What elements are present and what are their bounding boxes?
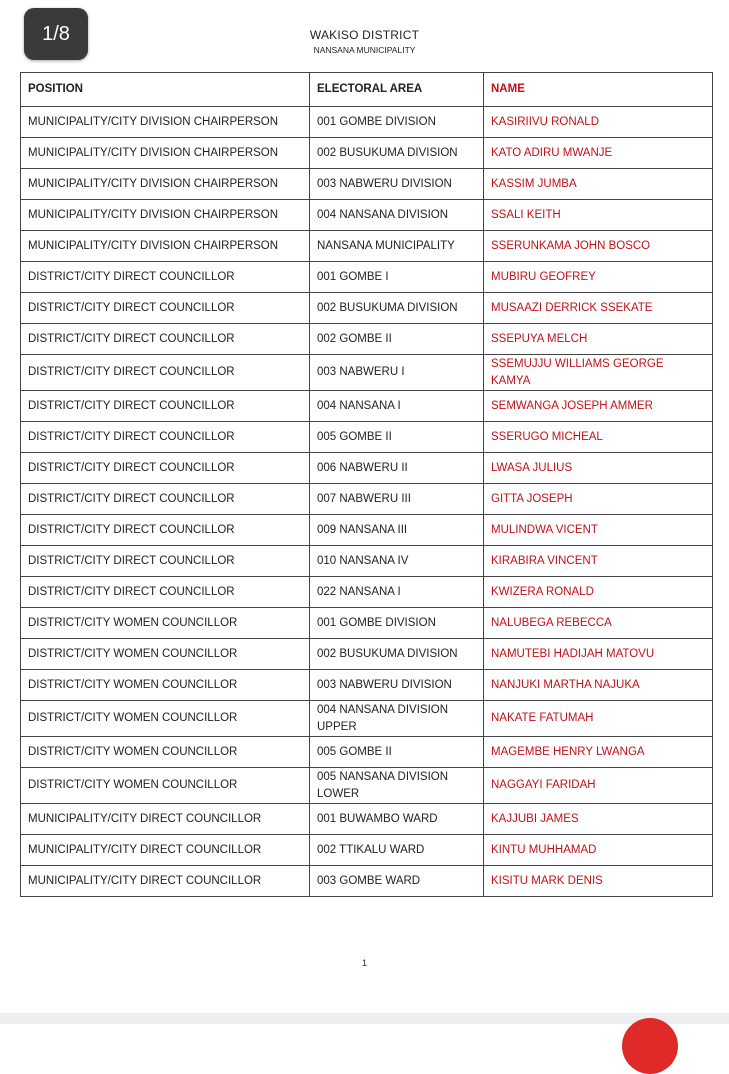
name-cell: MAGEMBE HENRY LWANGA	[484, 737, 713, 768]
name-cell: KISITU MARK DENIS	[484, 866, 713, 897]
position-cell: DISTRICT/CITY WOMEN COUNCILLOR	[21, 737, 310, 768]
name-cell: LWASA JULIUS	[484, 453, 713, 484]
table-row	[21, 107, 713, 138]
name-cell: NAKATE FATUMAH	[484, 701, 713, 737]
position-cell: MUNICIPALITY/CITY DIVISION CHAIRPERSON	[21, 169, 310, 200]
position-cell: DISTRICT/CITY DIRECT COUNCILLOR	[21, 355, 310, 391]
electoral-area-cell: 005 NANSANA DIVISION LOWER	[310, 768, 484, 804]
name-cell: KATO ADIRU MWANJE	[484, 138, 713, 169]
position-cell: MUNICIPALITY/CITY DIVISION CHAIRPERSON	[21, 138, 310, 169]
position-cell: DISTRICT/CITY DIRECT COUNCILLOR	[21, 515, 310, 546]
electoral-area-cell: 010 NANSANA IV	[310, 546, 484, 577]
municipality-subtitle: NANSANA MUNICIPALITY	[313, 45, 416, 55]
position-column-header: POSITION	[21, 73, 310, 107]
position-cell: DISTRICT/CITY DIRECT COUNCILLOR	[21, 546, 310, 577]
table-row	[21, 231, 713, 262]
table-row	[21, 422, 713, 453]
position-cell: MUNICIPALITY/CITY DIRECT COUNCILLOR	[21, 835, 310, 866]
name-cell: SSERUGO MICHEAL	[484, 422, 713, 453]
table-row	[21, 670, 713, 701]
name-cell: KINTU MUHHAMAD	[484, 835, 713, 866]
bottom-bar	[0, 1013, 729, 1024]
table-row	[21, 804, 713, 835]
position-cell: MUNICIPALITY/CITY DIRECT COUNCILLOR	[21, 804, 310, 835]
electoral-area-cell: 002 BUSUKUMA DIVISION	[310, 293, 484, 324]
position-cell: MUNICIPALITY/CITY DIVISION CHAIRPERSON	[21, 107, 310, 138]
name-cell: GITTA JOSEPH	[484, 484, 713, 515]
electoral-area-cell: 003 GOMBE WARD	[310, 866, 484, 897]
name-cell: KASIRIIVU RONALD	[484, 107, 713, 138]
table-row	[21, 200, 713, 231]
position-cell: DISTRICT/CITY WOMEN COUNCILLOR	[21, 670, 310, 701]
name-cell: KASSIM JUMBA	[484, 169, 713, 200]
position-cell: DISTRICT/CITY WOMEN COUNCILLOR	[21, 701, 310, 737]
table-header-row	[21, 73, 713, 107]
position-cell: DISTRICT/CITY DIRECT COUNCILLOR	[21, 484, 310, 515]
electoral-area-cell: 002 TTIKALU WARD	[310, 835, 484, 866]
table-row	[21, 293, 713, 324]
electoral-area-cell: NANSANA MUNICIPALITY	[310, 231, 484, 262]
position-cell: MUNICIPALITY/CITY DIRECT COUNCILLOR	[21, 866, 310, 897]
position-cell: MUNICIPALITY/CITY DIVISION CHAIRPERSON	[21, 231, 310, 262]
table-row	[21, 639, 713, 670]
table-row	[21, 866, 713, 897]
electoral-area-cell: 003 NABWERU I	[310, 355, 484, 391]
electoral-area-cell: 002 GOMBE II	[310, 324, 484, 355]
electoral-area-cell: 004 NANSANA DIVISION	[310, 200, 484, 231]
page-indicator-badge: 1/8	[24, 8, 88, 60]
electoral-area-cell: 009 NANSANA III	[310, 515, 484, 546]
electoral-area-cell: 005 GOMBE II	[310, 737, 484, 768]
name-cell: NALUBEGA REBECCA	[484, 608, 713, 639]
table-row	[21, 546, 713, 577]
table-row	[21, 701, 713, 737]
table-row	[21, 737, 713, 768]
position-cell: DISTRICT/CITY DIRECT COUNCILLOR	[21, 422, 310, 453]
name-cell: KIRABIRA VINCENT	[484, 546, 713, 577]
table-row	[21, 768, 713, 804]
electoral-area-cell: 004 NANSANA I	[310, 391, 484, 422]
position-cell: DISTRICT/CITY DIRECT COUNCILLOR	[21, 391, 310, 422]
electoral-area-cell: 006 NABWERU II	[310, 453, 484, 484]
table-row	[21, 169, 713, 200]
electoral-area-cell: 001 GOMBE DIVISION	[310, 608, 484, 639]
table-row	[21, 835, 713, 866]
table-row	[21, 324, 713, 355]
name-cell: SSEMUJJU WILLIAMS GEORGE KAMYA	[484, 355, 713, 391]
name-cell: MUSAAZI DERRICK SSEKATE	[484, 293, 713, 324]
position-cell: DISTRICT/CITY DIRECT COUNCILLOR	[21, 262, 310, 293]
electoral-area-cell: 005 GOMBE II	[310, 422, 484, 453]
document-header	[0, 28, 729, 55]
name-cell: NANJUKI MARTHA NAJUKA	[484, 670, 713, 701]
page-number: 1	[361, 958, 367, 968]
table-row	[21, 355, 713, 391]
electoral-area-cell: 002 BUSUKUMA DIVISION	[310, 138, 484, 169]
electoral-area-column-header: ELECTORAL AREA	[310, 73, 484, 107]
table-row	[21, 262, 713, 293]
electoral-area-cell: 001 GOMBE DIVISION	[310, 107, 484, 138]
name-cell: MULINDWA VICENT	[484, 515, 713, 546]
position-cell: DISTRICT/CITY DIRECT COUNCILLOR	[21, 453, 310, 484]
table-row	[21, 391, 713, 422]
position-cell: DISTRICT/CITY DIRECT COUNCILLOR	[21, 293, 310, 324]
name-cell: MUBIRU GEOFREY	[484, 262, 713, 293]
name-cell: SEMWANGA JOSEPH AMMER	[484, 391, 713, 422]
floating-action-button[interactable]	[622, 1018, 678, 1074]
table-row	[21, 484, 713, 515]
name-cell: SSEPUYA MELCH	[484, 324, 713, 355]
table-row	[21, 453, 713, 484]
officials-table	[20, 72, 713, 897]
electoral-area-cell: 003 NABWERU DIVISION	[310, 169, 484, 200]
name-cell: NAMUTEBI HADIJAH MATOVU	[484, 639, 713, 670]
electoral-area-cell: 003 NABWERU DIVISION	[310, 670, 484, 701]
name-cell: KWIZERA RONALD	[484, 577, 713, 608]
electoral-area-cell: 004 NANSANA DIVISION UPPER	[310, 701, 484, 737]
position-cell: DISTRICT/CITY DIRECT COUNCILLOR	[21, 324, 310, 355]
table-row	[21, 608, 713, 639]
table-row	[21, 138, 713, 169]
name-cell: NAGGAYI FARIDAH	[484, 768, 713, 804]
electoral-area-cell: 001 BUWAMBO WARD	[310, 804, 484, 835]
position-cell: DISTRICT/CITY WOMEN COUNCILLOR	[21, 768, 310, 804]
electoral-area-cell: 022 NANSANA I	[310, 577, 484, 608]
table-row	[21, 577, 713, 608]
name-cell: SSERUNKAMA JOHN BOSCO	[484, 231, 713, 262]
position-cell: DISTRICT/CITY DIRECT COUNCILLOR	[21, 577, 310, 608]
table-row	[21, 515, 713, 546]
name-cell: KAJJUBI JAMES	[484, 804, 713, 835]
electoral-area-cell: 002 BUSUKUMA DIVISION	[310, 639, 484, 670]
table-body	[21, 107, 713, 897]
electoral-area-cell: 007 NABWERU III	[310, 484, 484, 515]
district-title: WAKISO DISTRICT	[309, 28, 420, 42]
position-cell: DISTRICT/CITY WOMEN COUNCILLOR	[21, 639, 310, 670]
electoral-area-cell: 001 GOMBE I	[310, 262, 484, 293]
name-cell: SSALI KEITH	[484, 200, 713, 231]
name-column-header: NAME	[484, 73, 713, 107]
position-cell: MUNICIPALITY/CITY DIVISION CHAIRPERSON	[21, 200, 310, 231]
position-cell: DISTRICT/CITY WOMEN COUNCILLOR	[21, 608, 310, 639]
